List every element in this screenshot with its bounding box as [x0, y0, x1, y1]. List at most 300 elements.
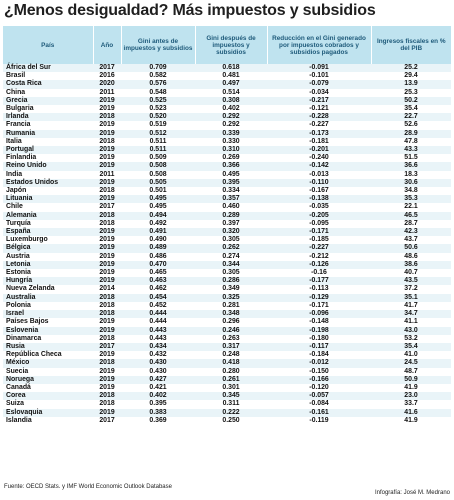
year-cell: 2019: [93, 195, 121, 203]
gini-before-cell: 0.444: [121, 310, 195, 318]
table-row: [3, 261, 451, 269]
reduction-cell: -0.227: [267, 244, 371, 252]
reduction-cell: -0.126: [267, 261, 371, 269]
reduction-cell: -0.184: [267, 351, 371, 359]
country-cell: Dinamarca: [3, 335, 93, 343]
gini-after-cell: 0.397: [195, 220, 267, 228]
table-row: [3, 302, 451, 310]
gini-before-cell: 0.709: [121, 64, 195, 72]
gini-after-cell: 0.345: [195, 392, 267, 400]
table-row: [3, 343, 451, 351]
gini-before-cell: 0.432: [121, 351, 195, 359]
country-cell: Polonia: [3, 302, 93, 310]
table-row: [3, 409, 451, 417]
country-cell: Italia: [3, 138, 93, 146]
table-row: [3, 105, 451, 113]
year-cell: 2011: [93, 171, 121, 179]
table-row: [3, 89, 451, 97]
country-cell: Francia: [3, 121, 93, 129]
gini-before-cell: 0.430: [121, 359, 195, 367]
table-row: [3, 228, 451, 236]
reduction-cell: -0.180: [267, 335, 371, 343]
table-row: [3, 318, 451, 326]
year-cell: 2018: [93, 220, 121, 228]
year-cell: 2014: [93, 285, 121, 293]
reduction-cell: -0.212: [267, 253, 371, 261]
year-cell: 2011: [93, 89, 121, 97]
table-row: [3, 384, 451, 392]
gini-before-cell: 0.430: [121, 368, 195, 376]
gini-after-cell: 0.246: [195, 327, 267, 335]
reduction-cell: -0.240: [267, 154, 371, 162]
gini-before-cell: 0.494: [121, 212, 195, 220]
gini-before-cell: 0.452: [121, 302, 195, 310]
country-cell: Suecia: [3, 368, 93, 376]
tax-revenue-cell: 36.6: [371, 162, 451, 170]
gini-after-cell: 0.334: [195, 187, 267, 195]
gini-before-cell: 0.512: [121, 130, 195, 138]
gini-before-cell: 0.501: [121, 187, 195, 195]
table-row: [3, 121, 451, 129]
year-cell: 2018: [93, 392, 121, 400]
country-cell: Eslovenia: [3, 327, 93, 335]
gini-before-cell: 0.465: [121, 269, 195, 277]
column-header-tax-revenue: Ingresos fiscales en % del PIB: [371, 26, 451, 64]
tax-revenue-cell: 13.9: [371, 80, 451, 88]
year-cell: 2019: [93, 236, 121, 244]
tax-revenue-cell: 41.9: [371, 417, 451, 425]
table-row: [3, 162, 451, 170]
country-cell: India: [3, 171, 93, 179]
tax-revenue-cell: 35.4: [371, 105, 451, 113]
gini-after-cell: 0.366: [195, 162, 267, 170]
table-row: [3, 392, 451, 400]
gini-after-cell: 0.305: [195, 236, 267, 244]
gini-before-cell: 0.508: [121, 171, 195, 179]
tax-revenue-cell: 24.5: [371, 359, 451, 367]
tax-revenue-cell: 46.5: [371, 212, 451, 220]
reduction-cell: -0.171: [267, 302, 371, 310]
table-row: [3, 417, 451, 425]
gini-after-cell: 0.310: [195, 146, 267, 154]
gini-after-cell: 0.325: [195, 294, 267, 302]
country-cell: Canadá: [3, 384, 93, 392]
gini-before-cell: 0.523: [121, 105, 195, 113]
gini-after-cell: 0.262: [195, 244, 267, 252]
tax-revenue-cell: 23.0: [371, 392, 451, 400]
gini-before-cell: 0.462: [121, 285, 195, 293]
year-cell: 2019: [93, 384, 121, 392]
tax-revenue-cell: 30.6: [371, 179, 451, 187]
country-cell: Noruega: [3, 376, 93, 384]
country-cell: Estados Unidos: [3, 179, 93, 187]
reduction-cell: -0.177: [267, 277, 371, 285]
gini-before-cell: 0.519: [121, 121, 195, 129]
gini-before-cell: 0.576: [121, 80, 195, 88]
tax-revenue-cell: 29.4: [371, 72, 451, 80]
country-cell: Suiza: [3, 400, 93, 408]
tax-revenue-cell: 41.7: [371, 302, 451, 310]
gini-before-cell: 0.486: [121, 253, 195, 261]
reduction-cell: -0.167: [267, 187, 371, 195]
country-cell: África del Sur: [3, 64, 93, 72]
gini-after-cell: 0.460: [195, 203, 267, 211]
tax-revenue-cell: 37.2: [371, 285, 451, 293]
year-cell: 2019: [93, 318, 121, 326]
year-cell: 2019: [93, 327, 121, 335]
tax-revenue-cell: 33.7: [371, 400, 451, 408]
reduction-cell: -0.121: [267, 105, 371, 113]
tax-revenue-cell: 28.9: [371, 130, 451, 138]
gini-before-cell: 0.434: [121, 343, 195, 351]
gini-before-cell: 0.511: [121, 146, 195, 154]
gini-before-cell: 0.511: [121, 138, 195, 146]
gini-after-cell: 0.305: [195, 269, 267, 277]
gini-after-cell: 0.263: [195, 335, 267, 343]
gini-after-cell: 0.330: [195, 138, 267, 146]
gini-before-cell: 0.491: [121, 228, 195, 236]
reduction-cell: -0.228: [267, 113, 371, 121]
country-cell: Rusia: [3, 343, 93, 351]
country-cell: Irlanda: [3, 113, 93, 121]
tax-revenue-cell: 22.1: [371, 203, 451, 211]
year-cell: 2018: [93, 138, 121, 146]
gini-before-cell: 0.489: [121, 244, 195, 252]
table-row: [3, 294, 451, 302]
gini-after-cell: 0.311: [195, 400, 267, 408]
year-cell: 2019: [93, 179, 121, 187]
table-header: [3, 26, 451, 64]
tax-revenue-cell: 50.6: [371, 244, 451, 252]
tax-revenue-cell: 41.9: [371, 384, 451, 392]
reduction-cell: -0.034: [267, 89, 371, 97]
country-cell: Japón: [3, 187, 93, 195]
gini-before-cell: 0.492: [121, 220, 195, 228]
country-cell: Turquía: [3, 220, 93, 228]
year-cell: 2019: [93, 228, 121, 236]
year-cell: 2016: [93, 72, 121, 80]
reduction-cell: -0.161: [267, 409, 371, 417]
reduction-cell: -0.101: [267, 72, 371, 80]
gini-after-cell: 0.308: [195, 97, 267, 105]
year-cell: 2017: [93, 343, 121, 351]
gini-after-cell: 0.261: [195, 376, 267, 384]
reduction-cell: -0.138: [267, 195, 371, 203]
year-cell: 2019: [93, 277, 121, 285]
gini-before-cell: 0.470: [121, 261, 195, 269]
tax-revenue-cell: 34.8: [371, 187, 451, 195]
reduction-cell: -0.095: [267, 220, 371, 228]
tax-revenue-cell: 35.4: [371, 343, 451, 351]
country-cell: Alemania: [3, 212, 93, 220]
country-cell: Finlandia: [3, 154, 93, 162]
tax-revenue-cell: 41.6: [371, 409, 451, 417]
table-row: [3, 327, 451, 335]
tax-revenue-cell: 35.1: [371, 294, 451, 302]
tax-revenue-cell: 43.7: [371, 236, 451, 244]
year-cell: 2019: [93, 162, 121, 170]
gini-after-cell: 0.289: [195, 212, 267, 220]
table-row: [3, 285, 451, 293]
country-cell: Australia: [3, 294, 93, 302]
year-cell: 2019: [93, 261, 121, 269]
gini-before-cell: 0.421: [121, 384, 195, 392]
table-row: [3, 154, 451, 162]
gini-after-cell: 0.281: [195, 302, 267, 310]
year-cell: 2018: [93, 310, 121, 318]
reduction-cell: -0.16: [267, 269, 371, 277]
reduction-cell: -0.035: [267, 203, 371, 211]
gini-after-cell: 0.344: [195, 261, 267, 269]
tax-revenue-cell: 52.6: [371, 121, 451, 129]
gini-before-cell: 0.525: [121, 97, 195, 105]
table-row: [3, 130, 451, 138]
gini-before-cell: 0.508: [121, 162, 195, 170]
tax-revenue-cell: 25.2: [371, 64, 451, 72]
gini-before-cell: 0.383: [121, 409, 195, 417]
tax-revenue-cell: 18.3: [371, 171, 451, 179]
gini-before-cell: 0.395: [121, 400, 195, 408]
gini-after-cell: 0.348: [195, 310, 267, 318]
gini-after-cell: 0.250: [195, 417, 267, 425]
year-cell: 2019: [93, 409, 121, 417]
tax-revenue-cell: 43.5: [371, 277, 451, 285]
gini-before-cell: 0.427: [121, 376, 195, 384]
chart-title: ¿Menos desigualdad? Más impuestos y subsidios: [4, 2, 376, 19]
gini-after-cell: 0.317: [195, 343, 267, 351]
tax-revenue-cell: 50.2: [371, 97, 451, 105]
gini-before-cell: 0.454: [121, 294, 195, 302]
reduction-cell: -0.142: [267, 162, 371, 170]
credit-note: Infografía: José M. Medrano: [374, 490, 450, 496]
gini-after-cell: 0.481: [195, 72, 267, 80]
year-cell: 2017: [93, 64, 121, 72]
column-header-gini-before: Gini antes de impuestos y subsidios: [121, 26, 195, 64]
reduction-cell: -0.079: [267, 80, 371, 88]
tax-revenue-cell: 42.3: [371, 228, 451, 236]
tax-revenue-cell: 53.2: [371, 335, 451, 343]
tax-revenue-cell: 28.7: [371, 220, 451, 228]
reduction-cell: -0.185: [267, 236, 371, 244]
gini-after-cell: 0.280: [195, 368, 267, 376]
tax-revenue-cell: 41.1: [371, 318, 451, 326]
country-cell: Brasil: [3, 72, 93, 80]
reduction-cell: -0.091: [267, 64, 371, 72]
country-cell: España: [3, 228, 93, 236]
country-cell: Costa Rica: [3, 80, 93, 88]
year-cell: 2018: [93, 335, 121, 343]
table-row: [3, 351, 451, 359]
gini-after-cell: 0.269: [195, 154, 267, 162]
year-cell: 2019: [93, 351, 121, 359]
reduction-cell: -0.150: [267, 368, 371, 376]
table-row: [3, 187, 451, 195]
table-row: [3, 220, 451, 228]
reduction-cell: -0.173: [267, 130, 371, 138]
year-cell: 2019: [93, 97, 121, 105]
country-cell: Luxemburgo: [3, 236, 93, 244]
table-row: [3, 72, 451, 80]
gini-after-cell: 0.296: [195, 318, 267, 326]
table-row: [3, 195, 451, 203]
gini-after-cell: 0.248: [195, 351, 267, 359]
gini-table: [3, 26, 451, 425]
tax-revenue-cell: 47.8: [371, 138, 451, 146]
year-cell: 2018: [93, 302, 121, 310]
tax-revenue-cell: 43.3: [371, 146, 451, 154]
country-cell: Nueva Zelanda: [3, 285, 93, 293]
gini-after-cell: 0.349: [195, 285, 267, 293]
country-cell: Grecia: [3, 97, 93, 105]
year-cell: 2020: [93, 80, 121, 88]
reduction-cell: -0.120: [267, 384, 371, 392]
country-cell: Islandia: [3, 417, 93, 425]
gini-after-cell: 0.497: [195, 80, 267, 88]
table-row: [3, 179, 451, 187]
gini-after-cell: 0.395: [195, 179, 267, 187]
reduction-cell: -0.096: [267, 310, 371, 318]
year-cell: 2018: [93, 113, 121, 121]
country-cell: Estonia: [3, 269, 93, 277]
reduction-cell: -0.084: [267, 400, 371, 408]
year-cell: 2018: [93, 294, 121, 302]
gini-before-cell: 0.443: [121, 327, 195, 335]
country-cell: Chile: [3, 203, 93, 211]
country-cell: Corea: [3, 392, 93, 400]
year-cell: 2017: [93, 417, 121, 425]
gini-after-cell: 0.357: [195, 195, 267, 203]
country-cell: Países Bajos: [3, 318, 93, 326]
tax-revenue-cell: 25.3: [371, 89, 451, 97]
gini-before-cell: 0.490: [121, 236, 195, 244]
gini-before-cell: 0.520: [121, 113, 195, 121]
tax-revenue-cell: 35.3: [371, 195, 451, 203]
table-row: [3, 97, 451, 105]
table-body: [3, 64, 451, 425]
reduction-cell: -0.181: [267, 138, 371, 146]
gini-before-cell: 0.402: [121, 392, 195, 400]
table-row: [3, 113, 451, 121]
gini-before-cell: 0.463: [121, 277, 195, 285]
country-cell: Bulgaria: [3, 105, 93, 113]
gini-before-cell: 0.443: [121, 335, 195, 343]
reduction-cell: -0.117: [267, 343, 371, 351]
gini-before-cell: 0.509: [121, 154, 195, 162]
year-cell: 2019: [93, 121, 121, 129]
country-cell: Austria: [3, 253, 93, 261]
country-cell: Eslovaquia: [3, 409, 93, 417]
table-row: [3, 138, 451, 146]
table-row: [3, 359, 451, 367]
table-row: [3, 244, 451, 252]
tax-revenue-cell: 40.7: [371, 269, 451, 277]
table-row: [3, 80, 451, 88]
year-cell: 2019: [93, 368, 121, 376]
year-cell: 2019: [93, 146, 121, 154]
reduction-cell: -0.205: [267, 212, 371, 220]
table-row: [3, 376, 451, 384]
reduction-cell: -0.013: [267, 171, 371, 179]
country-cell: Israel: [3, 310, 93, 318]
gini-after-cell: 0.274: [195, 253, 267, 261]
gini-before-cell: 0.505: [121, 179, 195, 187]
year-cell: 2019: [93, 154, 121, 162]
table-row: [3, 310, 451, 318]
table-row: [3, 171, 451, 179]
table-row: [3, 253, 451, 261]
country-cell: China: [3, 89, 93, 97]
country-cell: Hungría: [3, 277, 93, 285]
country-cell: Letonia: [3, 261, 93, 269]
tax-revenue-cell: 50.9: [371, 376, 451, 384]
source-note: Fuente: OECD Stats. y IMF World Economic Outlook Database: [4, 484, 172, 490]
gini-after-cell: 0.418: [195, 359, 267, 367]
tax-revenue-cell: 48.7: [371, 368, 451, 376]
year-cell: 2019: [93, 130, 121, 138]
country-cell: Bélgica: [3, 244, 93, 252]
gini-after-cell: 0.495: [195, 171, 267, 179]
gini-after-cell: 0.292: [195, 113, 267, 121]
reduction-cell: -0.113: [267, 285, 371, 293]
gini-after-cell: 0.514: [195, 89, 267, 97]
table-row: [3, 368, 451, 376]
reduction-cell: -0.057: [267, 392, 371, 400]
reduction-cell: -0.148: [267, 318, 371, 326]
table-row: [3, 277, 451, 285]
tax-revenue-cell: 34.7: [371, 310, 451, 318]
country-cell: Lituania: [3, 195, 93, 203]
country-cell: Rumania: [3, 130, 93, 138]
year-cell: 2019: [93, 269, 121, 277]
reduction-cell: -0.012: [267, 359, 371, 367]
country-cell: Portugal: [3, 146, 93, 154]
gini-before-cell: 0.548: [121, 89, 195, 97]
reduction-cell: -0.227: [267, 121, 371, 129]
year-cell: 2019: [93, 253, 121, 261]
column-header-reduction: Reducción en el Gini generado por impuestos cobrados y subsidios pagados: [267, 26, 371, 64]
tax-revenue-cell: 51.5: [371, 154, 451, 162]
table-row: [3, 236, 451, 244]
gini-before-cell: 0.495: [121, 195, 195, 203]
year-cell: 2018: [93, 359, 121, 367]
tax-revenue-cell: 22.7: [371, 113, 451, 121]
country-cell: República Checa: [3, 351, 93, 359]
gini-after-cell: 0.286: [195, 277, 267, 285]
year-cell: 2019: [93, 105, 121, 113]
gini-before-cell: 0.444: [121, 318, 195, 326]
gini-before-cell: 0.495: [121, 203, 195, 211]
reduction-cell: -0.171: [267, 228, 371, 236]
table-row: [3, 269, 451, 277]
gini-after-cell: 0.618: [195, 64, 267, 72]
table-row: [3, 64, 451, 72]
reduction-cell: -0.119: [267, 417, 371, 425]
column-header-country: País: [3, 26, 93, 64]
table-row: [3, 400, 451, 408]
reduction-cell: -0.129: [267, 294, 371, 302]
table-row: [3, 335, 451, 343]
gini-after-cell: 0.339: [195, 130, 267, 138]
country-cell: Reino Unido: [3, 162, 93, 170]
tax-revenue-cell: 38.6: [371, 261, 451, 269]
reduction-cell: -0.166: [267, 376, 371, 384]
reduction-cell: -0.217: [267, 97, 371, 105]
gini-after-cell: 0.292: [195, 121, 267, 129]
year-cell: 2019: [93, 244, 121, 252]
gini-after-cell: 0.402: [195, 105, 267, 113]
tax-revenue-cell: 48.6: [371, 253, 451, 261]
column-header-gini-after: Gini después de impuestos y subsidios: [195, 26, 267, 64]
